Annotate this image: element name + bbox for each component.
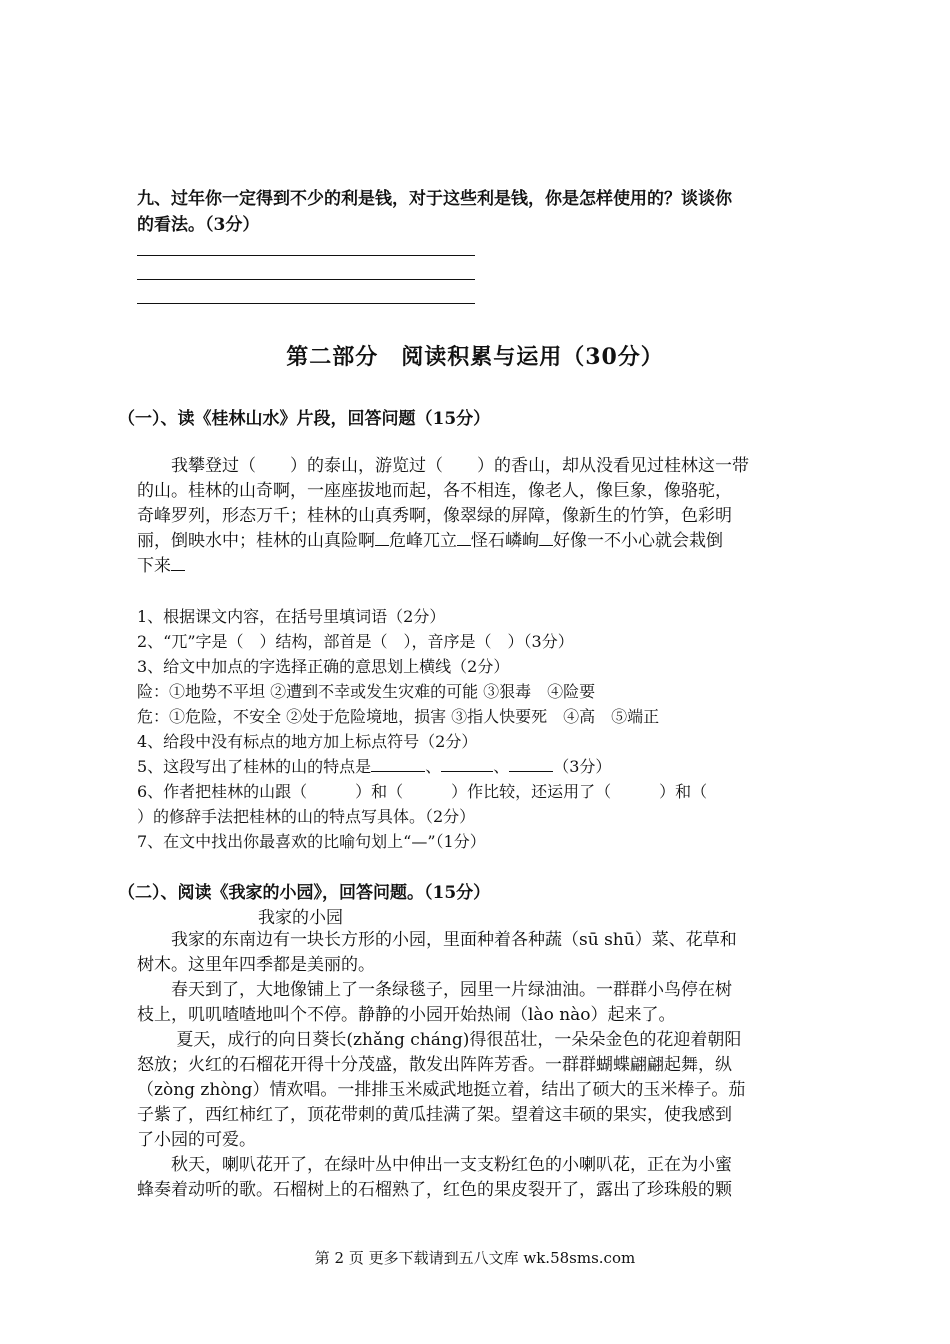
punctuation-blank: [171, 554, 185, 571]
answer-line-3: [137, 303, 475, 304]
question-3-option-risk: 险：①地势不平坦 ②遭到不幸或发生灾难的可能 ③狠毒 ④险要: [137, 682, 596, 701]
question-9-line-1: 九、过年你一定得到不少的利是钱，对于这些利是钱，你是怎样使用的？谈谈你: [137, 189, 732, 209]
passage-text: 好像一不小心就会栽倒: [553, 531, 723, 551]
story-line: 树木。这里年四季都是美丽的。: [137, 955, 375, 975]
story-line: 蜂奏着动听的歌。石榴树上的石榴熟了，红色的果皮裂开了，露出了珍珠般的颗: [137, 1180, 732, 1200]
answer-line-2: [137, 279, 475, 280]
passage-text: 危峰兀立: [389, 531, 457, 551]
section-2-heading: （二）、阅读《我家的小园》，回答问题。（15分）: [118, 883, 491, 903]
story-line: 枝上，叽叽喳喳地叫个不停。静静的小园开始热闹（lào nào）起来了。: [137, 1005, 676, 1025]
question-7: 7、在文中找出你最喜欢的比喻句划上“—”（1分）: [137, 832, 486, 851]
question-9-line-2: 的看法。（3分）: [137, 215, 260, 235]
question-3: 3、给文中加点的字选择正确的意思划上横线（2分）: [137, 657, 510, 676]
answer-line-1: [137, 255, 475, 256]
question-5-score: （3分）: [553, 757, 612, 776]
question-6-line-2: ）的修辞手法把桂林的山的特点写具体。（2分）: [137, 807, 476, 826]
question-5-text: 5、这段写出了桂林的山的特点是: [137, 757, 372, 776]
question-2: 2、“兀”字是（ ）结构，部首是（ ），音序是（ ）（3分）: [137, 632, 574, 651]
story-text: [137, 928, 817, 1203]
section-1-heading: （一）、读《桂林山水》片段，回答问题（15分）: [118, 409, 491, 429]
answer-blank: [509, 755, 553, 772]
passage-line-with-blank: [137, 554, 817, 579]
page-footer: 第 2 页 更多下载请到五八文库 wk.58sms.com: [314, 1249, 636, 1267]
question-3-option-danger: 危：①危险，不安全 ②处于危险境地，损害 ③指人快要死 ④高 ⑤端正: [137, 707, 660, 726]
story-line: （zòng zhòng）情欢唱。一排排玉米威武地挺立着，结出了硕大的玉米棒子。茄: [137, 1080, 746, 1100]
story-line: 我家的东南边有一块长方形的小园，里面种着各种蔬（sū shū）菜、花草和: [137, 930, 737, 950]
question-9: [137, 186, 732, 238]
separator: 、: [425, 757, 442, 776]
punctuation-blank: [375, 529, 389, 546]
passage-line: 的山。桂林的山奇啊，一座座拔地而起，各不相连，像老人，像巨象，像骆驼，: [137, 481, 732, 501]
question-4: 4、给段中没有标点的地方加上标点符号（2分）: [137, 732, 478, 751]
story-line: 秋天，喇叭花开了，在绿叶丛中伸出一支支粉红色的小喇叭花，正在为小蜜: [137, 1155, 732, 1175]
passage-line: 我攀登过（ ）的泰山，游览过（ ）的香山，却从没看见过桂林这一带: [137, 456, 749, 476]
story-line: 了小园的可爱。: [137, 1130, 256, 1150]
passage-line-with-blanks: [137, 529, 817, 554]
story-line: 春天到了，大地像铺上了一条绿毯子，园里一片绿油油。一群群小鸟停在树: [137, 980, 732, 1000]
punctuation-blank: [539, 529, 553, 546]
passage-line: 奇峰罗列，形态万千；桂林的山真秀啊，像翠绿的屏障，像新生的竹笋，色彩明: [137, 506, 732, 526]
story-line: 子紫了，西红柿红了，顶花带刺的黄瓜挂满了架。望着这丰硕的果实，使我感到: [137, 1105, 732, 1125]
story-line: 怒放；火红的石榴花开得十分茂盛，散发出阵阵芳香。一群群蝴蝶翩翩起舞，纵: [137, 1055, 732, 1075]
punctuation-blank: [457, 529, 471, 546]
passage-text: 怪石嶙峋: [471, 531, 539, 551]
question-5: [137, 754, 611, 777]
story-title: 我家的小园: [258, 908, 343, 928]
question-6-line-1: 6、作者把桂林的山跟（ ）和（ ）作比较，还运用了（ ）和（: [137, 782, 724, 801]
section-1-passage: [137, 454, 817, 579]
answer-blank: [371, 755, 425, 772]
story-line: 夏天，成行的向日葵长(zhǎng cháng)得很茁壮，一朵朵金色的花迎着朝阳: [137, 1030, 742, 1050]
question-1: 1、根据课文内容，在括号里填词语（2分）: [137, 607, 446, 626]
answer-blank: [441, 755, 493, 772]
separator: 、: [493, 757, 510, 776]
part-title: 第二部分 阅读积累与运用（30分）: [286, 344, 664, 370]
passage-text: 丽，倒映水中；桂林的山真险啊: [137, 531, 375, 551]
passage-text: 下来: [137, 556, 171, 576]
